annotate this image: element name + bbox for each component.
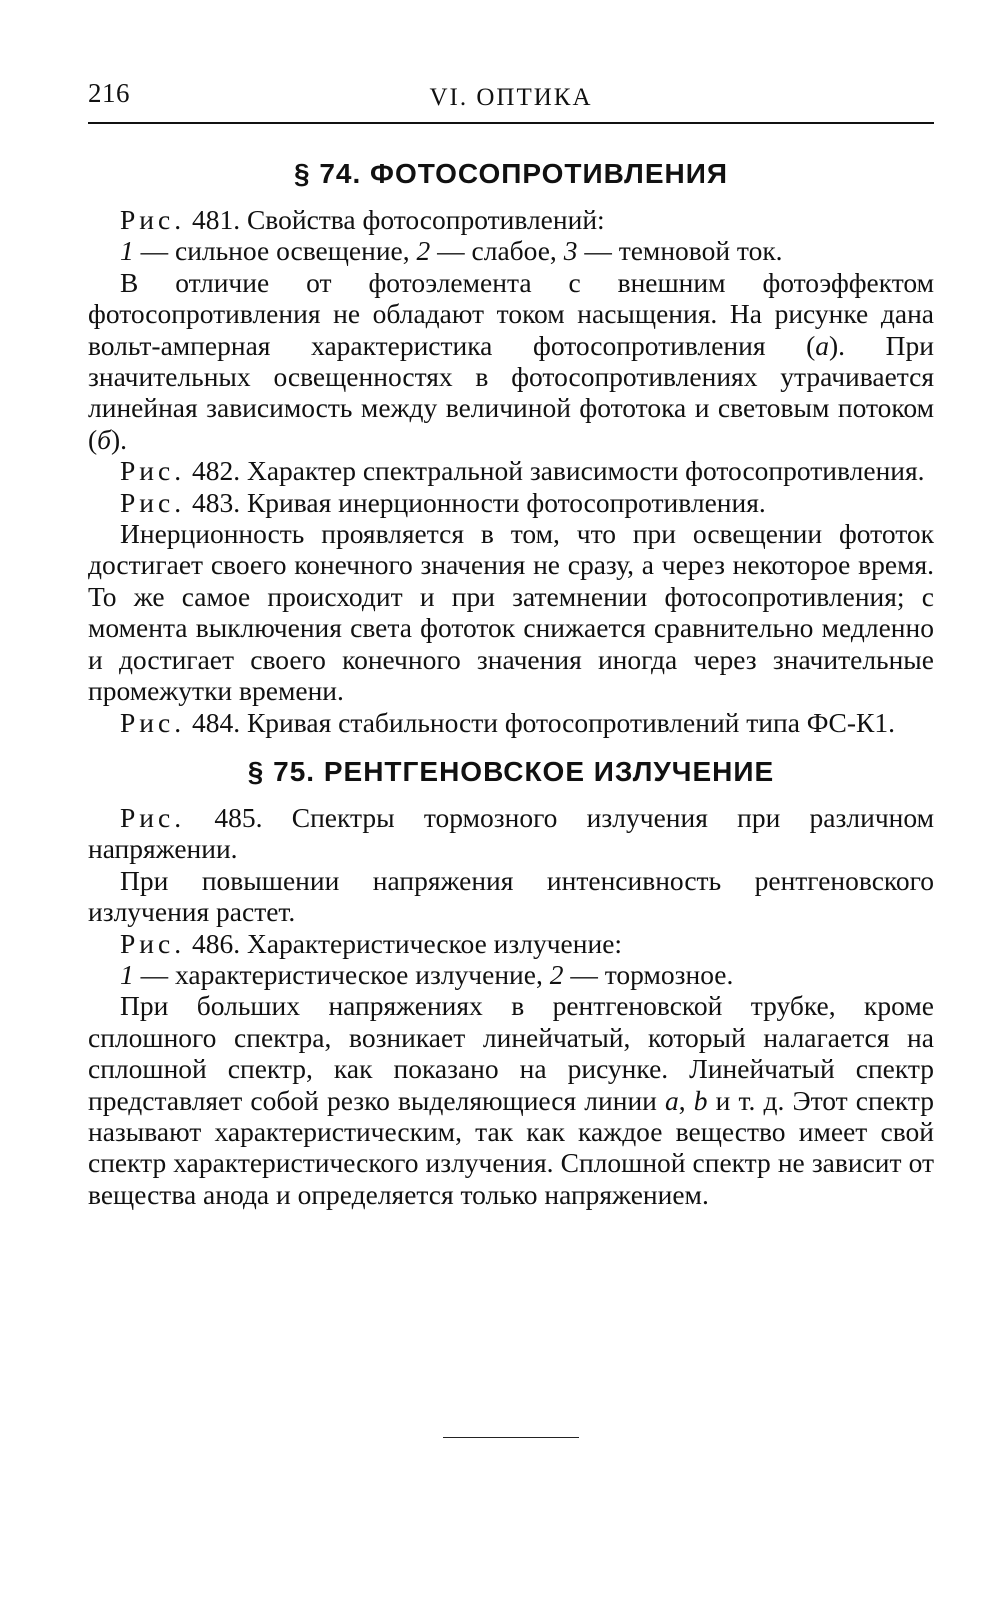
caption-text: 484. Кривая стабильности фотосопротивлений типа ФС-К1. (185, 706, 895, 738)
legend-text: — тормозное. (563, 958, 734, 990)
ris-label: Рис. (120, 486, 186, 518)
fig-483-caption (88, 487, 934, 518)
fig-481-legend (88, 235, 934, 266)
body-text: , (678, 1084, 694, 1116)
italic-letter: b (693, 1084, 708, 1116)
legend-number: 1 (120, 958, 134, 990)
fig-481-caption (88, 204, 934, 235)
fig-486-legend (88, 959, 934, 990)
ris-label: Рис. (120, 706, 186, 738)
italic-letter: а (815, 329, 830, 361)
legend-text: — характеристическое излучение, (133, 958, 550, 990)
italic-letter: б (97, 423, 112, 455)
legend-text: — слабое, (430, 235, 564, 267)
caption-text: 482. Характер спектральной зависимости фотосопротивления. (185, 455, 925, 487)
fig-485-description: При повышении напряжения интенсивность рентгеновского излучения растет. (88, 864, 934, 928)
legend-number: 2 (549, 958, 564, 990)
running-head (88, 70, 934, 116)
section-75-title: § 75. РЕНТГЕНОВСКОЕ ИЗЛУЧЕНИЕ (247, 755, 775, 787)
body-text: В отличие от фотоэлемента с внешним фотоэффектом фотосопротивления не обладают током насыщения. На рисунке дана вольт-амперная характеристика фотосопротивления ( (88, 266, 934, 361)
fig-485-caption (88, 802, 934, 865)
legend-text: — темновой ток. (577, 235, 783, 267)
legend-text: — сильное освещение, (133, 235, 417, 267)
italic-letter: a (665, 1084, 679, 1116)
header-rule (88, 122, 934, 124)
end-rule (443, 1437, 579, 1438)
fig-482-caption (88, 455, 934, 486)
body-text: ). При значительных освещенностях в фотосопротивлениях утрачивается линейная зависимость между величиной фототока и световым потоком ( (88, 329, 934, 455)
legend-number: 2 (416, 235, 431, 267)
ris-label: Рис. (120, 455, 186, 487)
chapter-title: VI. ОПТИКА (429, 84, 593, 111)
caption-text: 486. Характеристическое излучение: (185, 927, 623, 959)
fig-481-description (88, 267, 934, 455)
legend-number: 1 (120, 235, 134, 267)
body-text: и т. д. Этот спектр называют характеристическим, так как каждое вещество имеет свой спектр характеристического излучения. Сплошной спектр не зависит от вещества анода и определяется только напряжением. (88, 1084, 935, 1210)
ris-label: Рис. (120, 204, 186, 235)
caption-text: 481. Свойства фотосопротивлений: (185, 204, 605, 235)
page-number: 216 (88, 78, 130, 108)
fig-486-caption (88, 928, 934, 959)
caption-text: 483. Кривая инерционности фотосопротивления. (185, 486, 766, 518)
caption-text: 485. Спектры тормозного излучения при различном напряжении. (88, 801, 934, 865)
fig-483-description: Инерционность проявляется в том, что при освещении фототок достигает своего конечного значения не сразу, а через некоторое время. То же самое происходит и при затемнении фотосопротивления; с момента выключения света фототок снижается сравнительно медленно и достигает своего конечного значения иногда через значительные промежутки времени. (88, 518, 934, 707)
body-text: При больших напряжениях в рентгеновской трубке, кроме сплошного спектра, возникает линейчатый, который налагается на сплошной спектр, как показано на рисунке. Линейчатый спектр представляет собой резко выделяющиеся линии (88, 990, 934, 1116)
fig-486-description (88, 990, 934, 1210)
fig-484-caption (88, 707, 934, 738)
section-74-title: § 74. ФОТОСОПРОТИВЛЕНИЯ (294, 158, 728, 189)
ris-label: Рис. (120, 927, 186, 959)
body-text: ). (111, 423, 128, 455)
book-page (88, 70, 934, 1210)
ris-label: Рис. (120, 801, 186, 833)
legend-number: 3 (563, 235, 578, 267)
